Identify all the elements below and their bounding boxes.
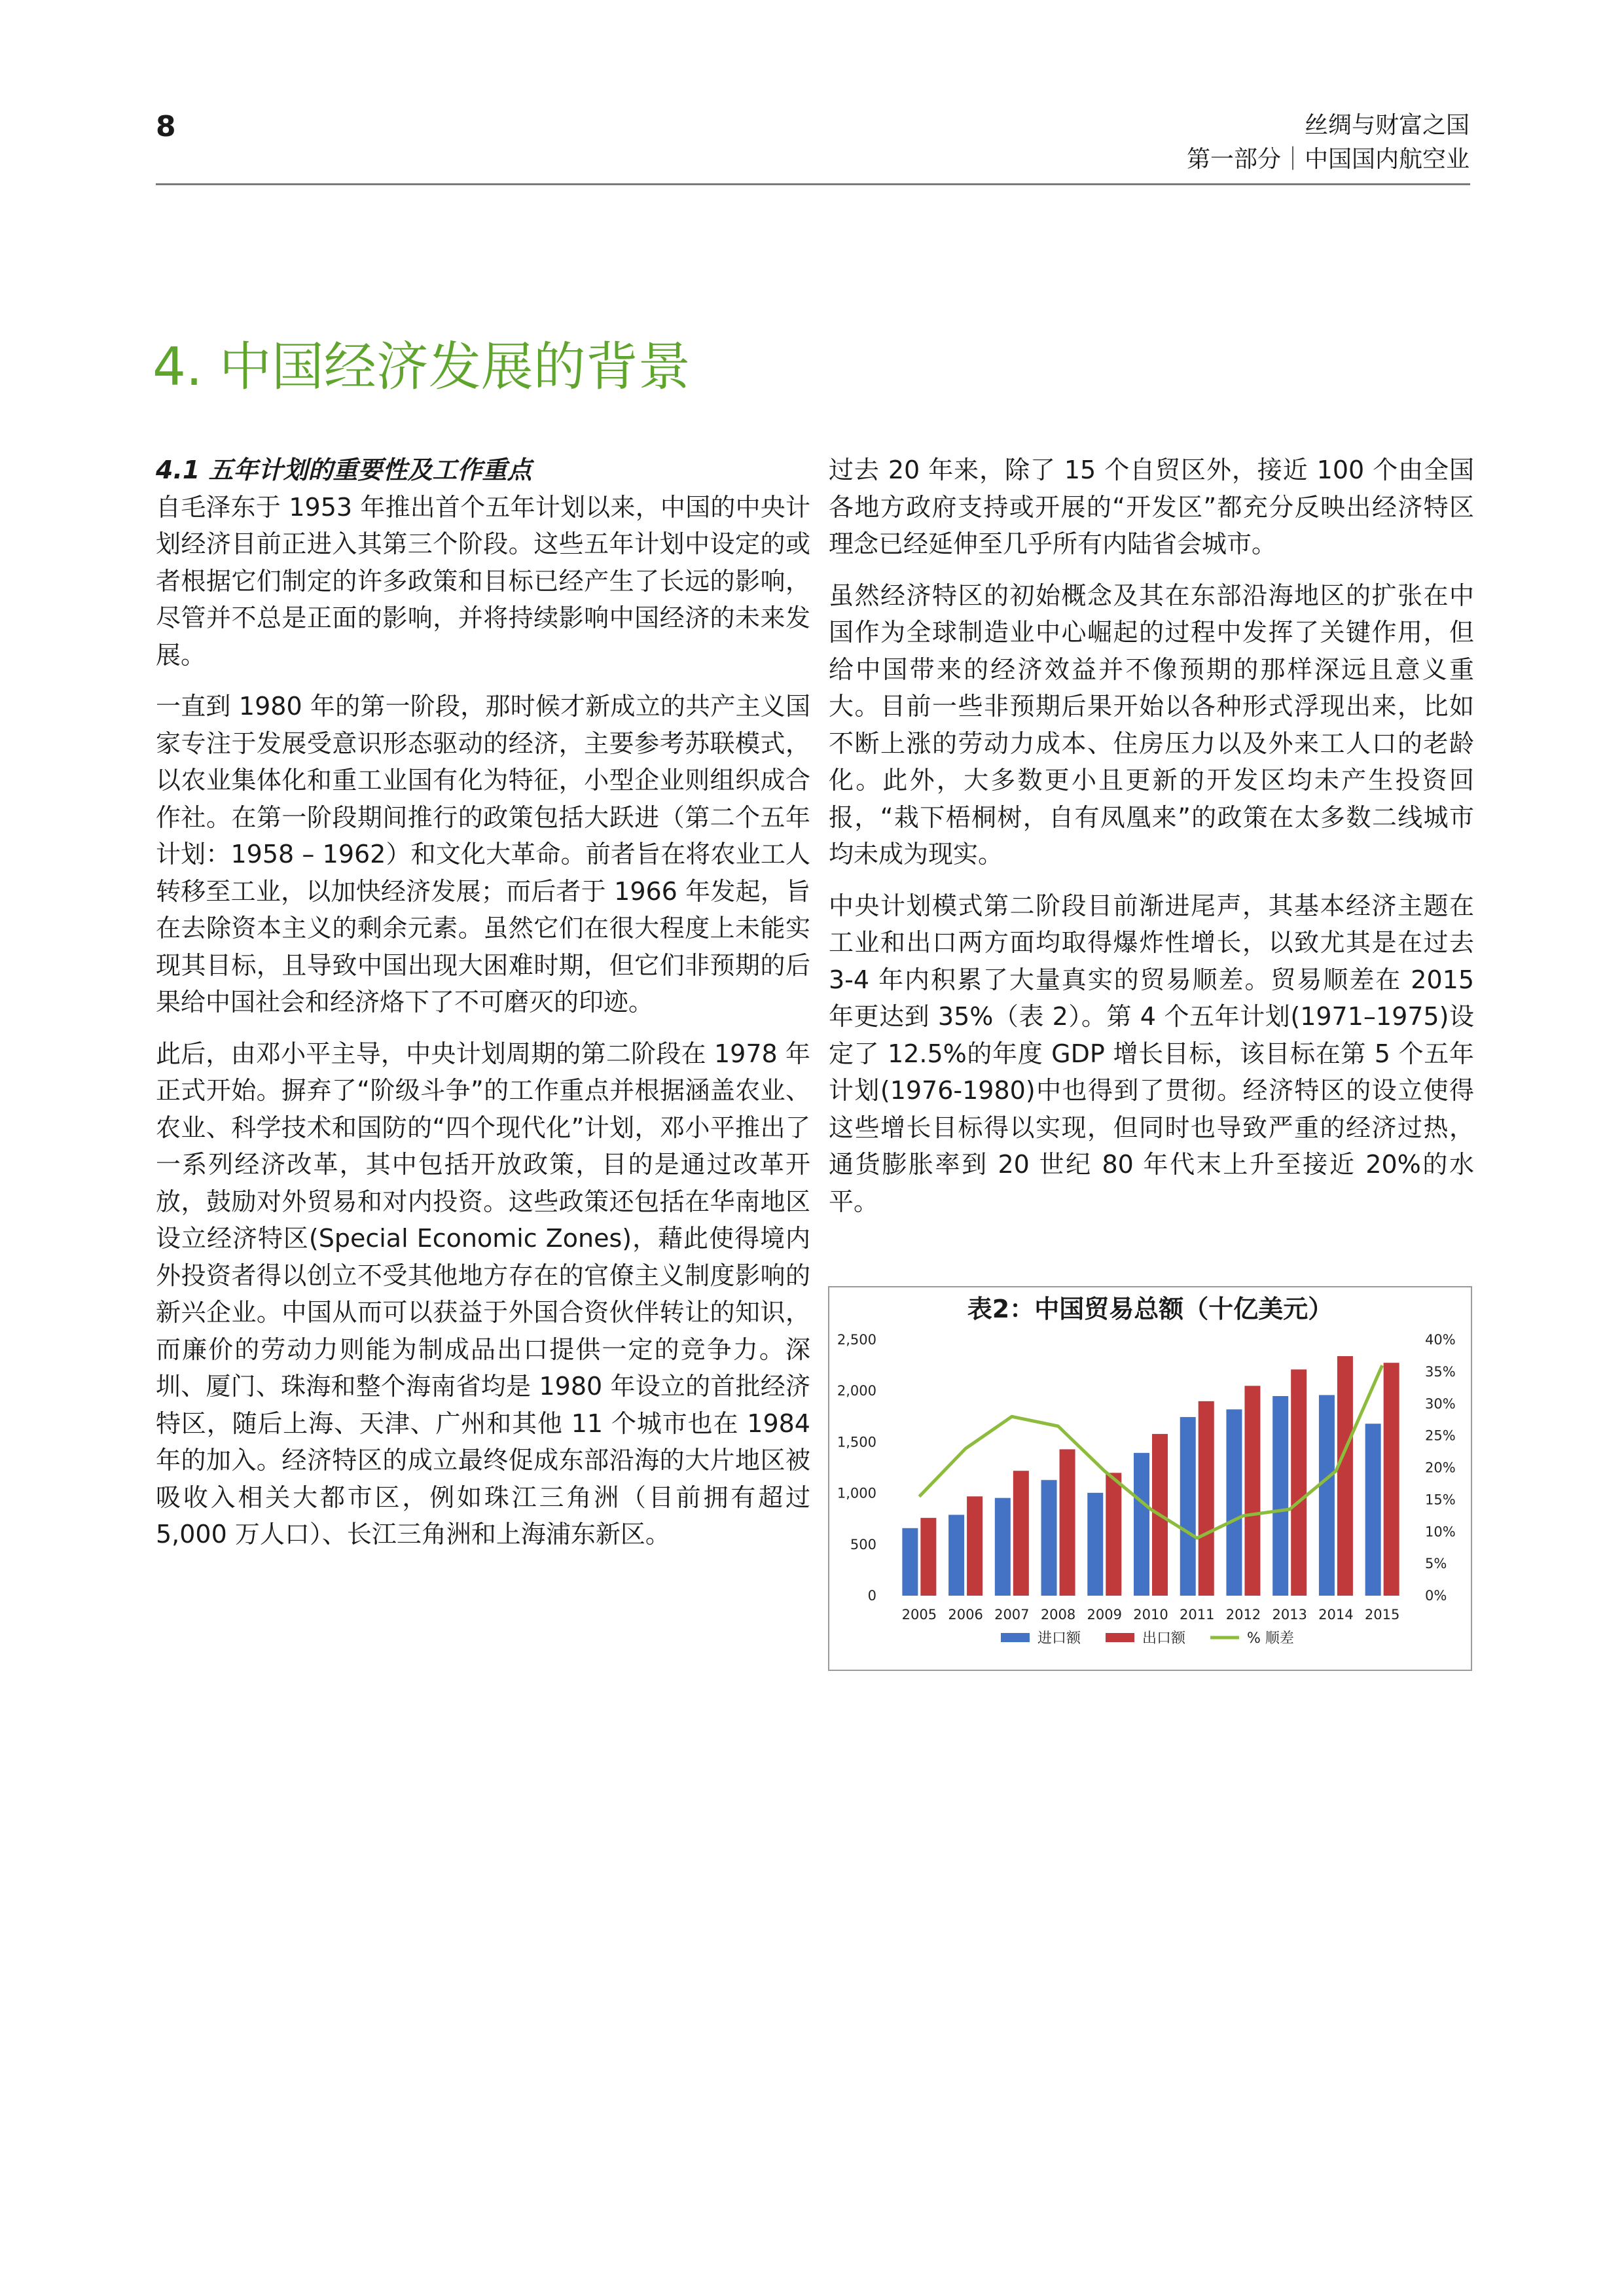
bar-import (1319, 1395, 1335, 1596)
section-title: 第一部分｜中国国内航空业 (1186, 146, 1470, 173)
bar-import (1180, 1417, 1196, 1596)
chapter-heading: 4. 中国经济发展的背景 (153, 336, 691, 397)
bar-export (1244, 1386, 1260, 1596)
right-column (829, 452, 1474, 1234)
paragraph: 过去 20 年来，除了 15 个自贸区外，接近 100 个由全国各地方政府支持或开展的“开发区”都充分反映出经济特区理念已经延伸至几乎所有内陆省会城市。 (829, 456, 1474, 558)
bar-import (1272, 1396, 1288, 1596)
x-tick-label: 2006 (948, 1607, 983, 1623)
x-tick-label: 2009 (1087, 1607, 1122, 1623)
y-left-tick-label: 2,500 (837, 1332, 876, 1348)
chart-svg (829, 1287, 1471, 1670)
bar-import (1226, 1409, 1242, 1596)
legend-label: % 顺差 (1247, 1630, 1294, 1647)
trade-chart (828, 1286, 1472, 1671)
bar-export (1337, 1356, 1353, 1596)
page-number: 8 (156, 110, 176, 143)
bar-export (967, 1496, 983, 1596)
y-left-tick-label: 1,000 (837, 1485, 876, 1501)
legend-swatch (1106, 1633, 1134, 1642)
bar-export (1060, 1449, 1075, 1596)
bar-import (1134, 1453, 1149, 1596)
y-right-tick-label: 20% (1425, 1460, 1456, 1476)
y-left-tick-label: 0 (867, 1588, 876, 1604)
y-right-tick-label: 35% (1425, 1363, 1456, 1380)
y-right-tick-label: 5% (1425, 1556, 1447, 1572)
paragraph: 虽然经济特区的初始概念及其在东部沿海地区的扩张在中国作为全球制造业中心崛起的过程中发挥了关键作用，但给中国带来的经济效益并不像预期的那样深远且意义重大。目前一些非预期后果开始以各种形式浮现出来，比如不断上涨的劳动力成本、住房压力以及外来工人口的老龄化。此外，大多数更小且更新的开发区均未产生投资回报，“栽下梧桐树，自有凤凰来”的政策在太多数二线城市均未成为现实。 (829, 581, 1474, 869)
x-tick-label: 2008 (1040, 1607, 1076, 1623)
bar-import (902, 1528, 918, 1596)
bar-import (948, 1515, 964, 1596)
header-rule (156, 183, 1470, 185)
paragraph: 自毛泽东于 1953 年推出首个五年计划以来，中国的中央计划经济目前正进入其第三个阶段。这些五年计划中设定的或者根据它们制定的许多政策和目标已经产生了长远的影响，尽管并不总是正面的影响，并将持续影响中国经济的未来发展。 (156, 492, 810, 670)
y-left-tick-label: 500 (850, 1536, 876, 1552)
left-column (156, 452, 810, 1568)
legend-label: 出口额 (1142, 1630, 1186, 1647)
bar-import (1041, 1480, 1057, 1596)
bar-export (1291, 1369, 1307, 1596)
legend-label: 进口额 (1038, 1630, 1081, 1647)
x-tick-label: 2013 (1272, 1607, 1307, 1623)
bar-import (1087, 1493, 1103, 1596)
bar-export (1013, 1471, 1029, 1596)
y-left-tick-label: 2,000 (837, 1383, 876, 1399)
bar-import (995, 1498, 1011, 1596)
bar-import (1365, 1424, 1381, 1596)
x-tick-label: 2007 (994, 1607, 1030, 1623)
bar-export (1199, 1401, 1214, 1596)
document-title: 丝绸与财富之国 (1304, 112, 1470, 139)
y-right-tick-label: 0% (1425, 1588, 1447, 1604)
bar-export (1106, 1473, 1121, 1596)
y-left-tick-label: 1,500 (837, 1434, 876, 1450)
y-right-tick-label: 25% (1425, 1427, 1456, 1444)
legend-swatch (1001, 1633, 1030, 1642)
surplus-line (919, 1365, 1382, 1538)
x-tick-label: 2015 (1364, 1607, 1400, 1623)
y-right-tick-label: 40% (1425, 1332, 1456, 1348)
paragraph: 中央计划模式第二阶段目前渐进尾声，其基本经济主题在工业和出口两方面均取得爆炸性增长，以致尤其是在过去 3-4 年内积累了大量真实的贸易顺差。贸易顺差在 2015 年更达到 35%（表 2）。第 4 个五年计划(1971–1975)设定了 12.5%的年度 GDP 增长目标，该目标在第 5 个五年计划(1976-1980)中也得到了贯彻。经济特区的设立使得这些增长目标得以实现，但同时也导致严重的经济过热，通货膨胀率到 20 世纪 80 年代末上升至接近 20%的水平。 (829, 891, 1474, 1216)
paragraph: 此后，由邓小平主导，中央计划周期的第二阶段在 1978 年正式开始。摒弃了“阶级斗争”的工作重点并根据涵盖农业、农业、科学技术和国防的“四个现代化”计划，邓小平推出了一系列经济改革，其中包括开放政策，目的是通过改革开放，鼓励对外贸易和对内投资。这些政策还包括在华南地区设立经济特区(Special Economic Zones)，藉此使得境内外投资者得以创立不受其他地方存在的官僚主义制度影响的新兴企业。中国从而可以获益于外国合资伙伴转让的知识，而廉价的劳动力则能为制成品出口提供一定的竞争力。深圳、厦门、珠海和整个海南省均是 1980 年设立的首批经济特区，随后上海、天津、广州和其他 11 个城市也在 1984 年的加入。经济特区的成立最终促成东部沿海的大片地区被吸收入相关大都市区，例如珠江三角洲（目前拥有超过 5,000 万人口）、长江三角洲和上海浦东新区。 (156, 1039, 810, 1549)
chart-title: 表2：中国贸易总额（十亿美元） (967, 1295, 1333, 1323)
y-right-tick-label: 30% (1425, 1395, 1456, 1412)
bar-export (920, 1518, 936, 1596)
x-tick-label: 2005 (901, 1607, 937, 1623)
x-tick-label: 2010 (1133, 1607, 1168, 1623)
y-right-tick-label: 15% (1425, 1492, 1456, 1508)
x-tick-label: 2012 (1225, 1607, 1261, 1623)
paragraph: 一直到 1980 年的第一阶段，那时候才新成立的共产主义国家专注于发展受意识形态驱动的经济，主要参考苏联模式，以农业集体化和重工业国有化为特征，小型企业则组织成合作社。在第一阶段期间推行的政策包括大跃进（第二个五年计划：1958 – 1962）和文化大革命。前者旨在将农业工人转移至工业，以加快经济发展；而后者于 1966 年发起，旨在去除资本主义的剩余元素。虽然它们在很大程度上未能实现其目标，且导致中国出现大困难时期，但它们非预期的后果给中国社会和经济烙下了不可磨灭的印迹。 (156, 692, 810, 1016)
x-tick-label: 2014 (1318, 1607, 1354, 1623)
x-tick-label: 2011 (1180, 1607, 1215, 1623)
bar-export (1384, 1363, 1399, 1596)
section-subheading: 4.1 五年计划的重要性及工作重点 (156, 456, 532, 484)
running-header (1187, 109, 1470, 177)
y-right-tick-label: 10% (1425, 1524, 1456, 1540)
